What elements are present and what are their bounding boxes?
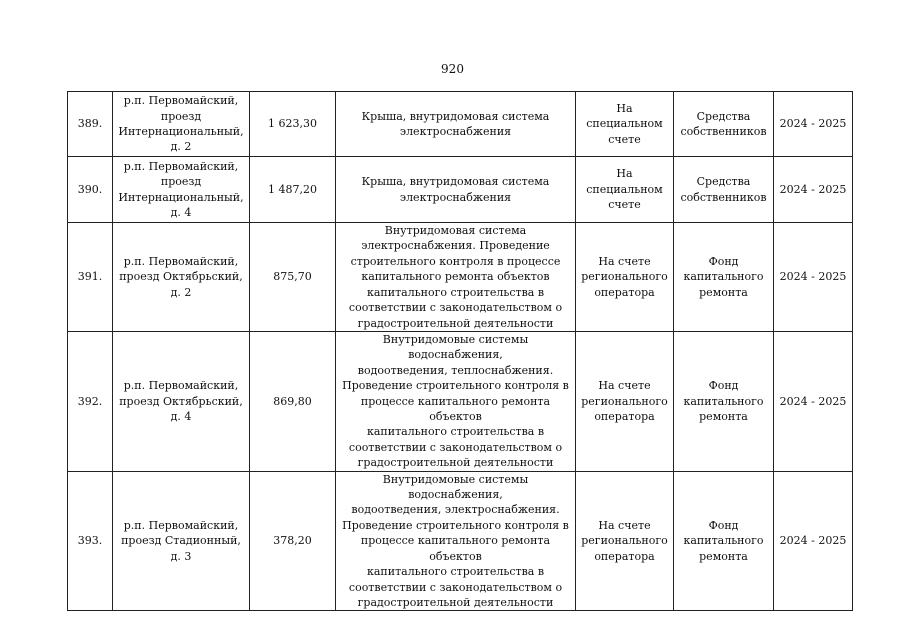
period-cell bbox=[774, 471, 853, 611]
work-description-line: Внутридомовые системы водоснабжения, bbox=[382, 472, 529, 502]
period-text: 2024 - 2025 bbox=[779, 117, 847, 131]
account-method-cell bbox=[576, 157, 674, 223]
address-cell bbox=[113, 223, 250, 332]
work-description-line: Проведение строительного контроля в bbox=[342, 379, 569, 393]
funding-source-cell bbox=[674, 92, 774, 157]
address-line: Интернациональный, bbox=[118, 190, 244, 204]
table-body bbox=[68, 92, 853, 611]
address-line: проезд Стадионный, bbox=[121, 534, 241, 548]
account-method-line: На счете bbox=[598, 518, 651, 532]
account-method-cell bbox=[576, 223, 674, 332]
address-line: Интернациональный, bbox=[118, 125, 244, 138]
address-line: проезд bbox=[160, 109, 202, 123]
account-method-line: счете bbox=[608, 198, 641, 212]
account-method-cell bbox=[576, 92, 674, 157]
address-cell bbox=[113, 157, 250, 223]
address-line: р.п. Первомайский, bbox=[123, 94, 239, 108]
table-row bbox=[68, 92, 853, 157]
area-text: 378,20 bbox=[273, 534, 312, 548]
account-method-line: оператора bbox=[594, 285, 655, 299]
funding-source-line: Средства bbox=[696, 175, 751, 189]
row-number-text: 389. bbox=[77, 117, 103, 131]
funding-source-line: ремонта bbox=[699, 285, 748, 299]
funding-source-cell bbox=[674, 471, 774, 611]
row-number-cell bbox=[68, 157, 113, 223]
work-description-line: Крыша, внутридомовая система bbox=[361, 175, 550, 189]
address-cell bbox=[113, 471, 250, 611]
funding-source-line: капитального bbox=[683, 534, 764, 548]
row-number-text: 390. bbox=[77, 182, 103, 196]
work-description-line: водоотведения, теплоснабжения. bbox=[357, 363, 554, 377]
period-cell bbox=[774, 332, 853, 472]
row-number-cell bbox=[68, 332, 113, 472]
account-method-line: оператора bbox=[594, 549, 655, 563]
work-description-cell bbox=[336, 92, 576, 157]
work-description-line: градостроительной деятельности bbox=[357, 316, 554, 330]
table-row bbox=[68, 157, 853, 223]
area-text: 875,70 bbox=[273, 270, 312, 284]
period-text: 2024 - 2025 bbox=[779, 270, 847, 284]
address-line: проезд Октябрьский, bbox=[119, 270, 243, 284]
work-description-line: Проведение строительного контроля в bbox=[342, 518, 569, 532]
account-method-line: регионального bbox=[581, 394, 668, 408]
funding-source-line: ремонта bbox=[699, 410, 748, 424]
table-row bbox=[68, 332, 853, 472]
row-number-cell bbox=[68, 92, 113, 157]
address-line: д. 2 bbox=[170, 140, 192, 154]
address-line: р.п. Первомайский, bbox=[123, 379, 239, 393]
period-text: 2024 - 2025 bbox=[779, 182, 847, 196]
period-text: 2024 - 2025 bbox=[779, 394, 847, 408]
area-text: 1 487,20 bbox=[268, 182, 317, 196]
work-description-line: капитального строительства в bbox=[366, 285, 545, 299]
period-cell bbox=[774, 92, 853, 157]
address-line: д. 4 bbox=[170, 410, 192, 424]
funding-source-line: Фонд bbox=[708, 518, 739, 532]
address-line: д. 4 bbox=[170, 205, 192, 219]
account-method-line: специальном bbox=[586, 182, 663, 196]
account-method-line: На счете bbox=[598, 379, 651, 393]
work-description-line: градостроительной деятельности bbox=[357, 595, 554, 609]
account-method-line: счете bbox=[608, 132, 641, 146]
work-description-line: водоотведения, электроснабжения. bbox=[351, 503, 560, 517]
page-number: 920 bbox=[441, 62, 464, 76]
work-description-line: процессе капитального ремонта объектов bbox=[360, 394, 551, 424]
work-description-line: соответствии с законодательством о bbox=[348, 580, 563, 594]
period-cell bbox=[774, 223, 853, 332]
address-line: проезд bbox=[160, 175, 202, 189]
work-description-line: градостроительной деятельности bbox=[357, 456, 554, 470]
address-cell bbox=[113, 332, 250, 472]
account-method-line: специальном bbox=[586, 117, 663, 131]
area-cell bbox=[250, 223, 336, 332]
funding-source-line: Средства bbox=[696, 109, 751, 123]
work-description-line: соответствии с законодательством о bbox=[348, 440, 563, 454]
account-method-line: оператора bbox=[594, 410, 655, 424]
funding-source-line: капитального bbox=[683, 394, 764, 408]
work-description-line: соответствии с законодательством о bbox=[348, 301, 563, 315]
work-description-line: Крыша, внутридомовая система bbox=[361, 109, 550, 123]
period-text: 2024 - 2025 bbox=[779, 534, 847, 548]
address-line: р.п. Первомайский, bbox=[123, 518, 239, 532]
period-cell bbox=[774, 157, 853, 223]
account-method-line: На bbox=[616, 167, 633, 181]
work-description-line: процессе капитального ремонта объектов bbox=[360, 534, 551, 563]
work-description-line: электроснабжения. Проведение bbox=[361, 239, 550, 253]
row-number-cell bbox=[68, 223, 113, 332]
account-method-line: регионального bbox=[581, 534, 668, 548]
funding-source-cell bbox=[674, 157, 774, 223]
work-description-line: капитального ремонта объектов bbox=[361, 270, 550, 284]
work-description-line: электроснабжения bbox=[399, 125, 512, 138]
account-method-cell bbox=[576, 332, 674, 472]
account-method-line: На счете bbox=[598, 254, 651, 268]
address-line: проезд Октябрьский, bbox=[119, 394, 243, 408]
work-description-cell bbox=[336, 223, 576, 332]
work-description-line: капитального строительства в bbox=[366, 565, 545, 579]
area-cell bbox=[250, 92, 336, 157]
address-cell bbox=[113, 92, 250, 157]
work-description-cell bbox=[336, 157, 576, 223]
work-description-cell bbox=[336, 471, 576, 611]
address-line: д. 2 bbox=[170, 285, 192, 299]
work-description-line: капитального строительства в bbox=[366, 425, 545, 439]
account-method-line: регионального bbox=[581, 270, 668, 284]
area-cell bbox=[250, 471, 336, 611]
work-description-line: Внутридомовые системы водоснабжения, bbox=[382, 333, 529, 362]
account-method-cell bbox=[576, 471, 674, 611]
work-description-line: строительного контроля в процессе bbox=[350, 254, 561, 268]
row-number-text: 391. bbox=[77, 270, 103, 284]
row-number-text: 392. bbox=[77, 394, 103, 408]
row-number-cell bbox=[68, 471, 113, 611]
table-row bbox=[68, 471, 853, 611]
area-text: 1 623,30 bbox=[268, 117, 317, 131]
area-text: 869,80 bbox=[273, 394, 312, 408]
work-description-line: Внутридомовая система bbox=[384, 224, 527, 238]
repair-registry-table bbox=[67, 91, 853, 611]
area-cell bbox=[250, 157, 336, 223]
work-description-line: электроснабжения bbox=[399, 190, 512, 204]
funding-source-cell bbox=[674, 223, 774, 332]
funding-source-line: Фонд bbox=[708, 254, 739, 268]
funding-source-line: капитального bbox=[683, 270, 764, 284]
funding-source-cell bbox=[674, 332, 774, 472]
row-number-text: 393. bbox=[77, 534, 103, 548]
address-line: р.п. Первомайский, bbox=[123, 254, 239, 268]
funding-source-line: ремонта bbox=[699, 549, 748, 563]
address-line: д. 3 bbox=[170, 549, 192, 563]
address-line: р.п. Первомайский, bbox=[123, 159, 239, 173]
table-row bbox=[68, 223, 853, 332]
funding-source-line: Фонд bbox=[708, 379, 739, 393]
funding-source-line: собственников bbox=[680, 125, 767, 138]
work-description-cell bbox=[336, 332, 576, 472]
account-method-line: На bbox=[616, 101, 633, 115]
area-cell bbox=[250, 332, 336, 472]
funding-source-line: собственников bbox=[680, 190, 767, 204]
